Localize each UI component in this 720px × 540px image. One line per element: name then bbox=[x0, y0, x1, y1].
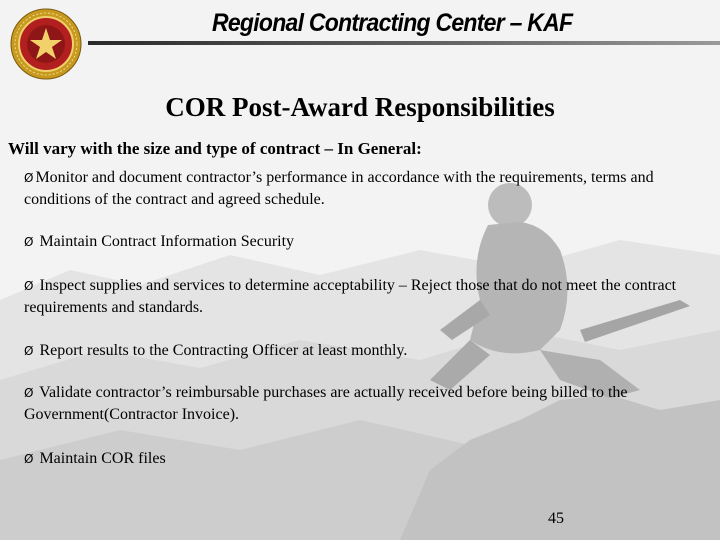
bullet-item: Ø Inspect supplies and services to determine acceptability – Reject those that do not meet the contract requirements and standards. bbox=[24, 277, 677, 316]
page-number: 45 bbox=[548, 510, 564, 527]
header-divider bbox=[88, 41, 720, 45]
bullet-item: Ø Maintain COR files bbox=[24, 450, 166, 467]
header-title: Regional Contracting Center – KAF bbox=[212, 9, 573, 37]
slide-title: COR Post-Award Responsibilities bbox=[165, 92, 555, 122]
arrow-bullet-icon: Ø bbox=[24, 452, 34, 466]
arrow-bullet-icon: Ø bbox=[24, 344, 34, 358]
arrow-bullet-icon: Ø bbox=[24, 386, 34, 400]
arrow-bullet-icon: Ø bbox=[24, 279, 34, 293]
intro-text: Will vary with the size and type of contract – In General: bbox=[8, 139, 422, 158]
bullet-item: Ø Validate contractor’s reimbursable purchases are actually received before being billed to the Government(Contractor Invoice). bbox=[24, 384, 628, 423]
slide-header bbox=[0, 0, 720, 62]
rcc-seal-icon bbox=[10, 8, 82, 80]
bullet-item: Ø Monitor and document contractor’s performance in accordance with the requirements, terms and conditions of the contract and agreed schedule. bbox=[24, 169, 654, 208]
arrow-bullet-icon: Ø bbox=[24, 235, 34, 249]
bullet-item: Ø Report results to the Contracting Officer at least monthly. bbox=[24, 342, 408, 359]
bullet-item: Ø Maintain Contract Information Security bbox=[24, 233, 295, 250]
arrow-bullet-icon: Ø bbox=[24, 171, 34, 185]
